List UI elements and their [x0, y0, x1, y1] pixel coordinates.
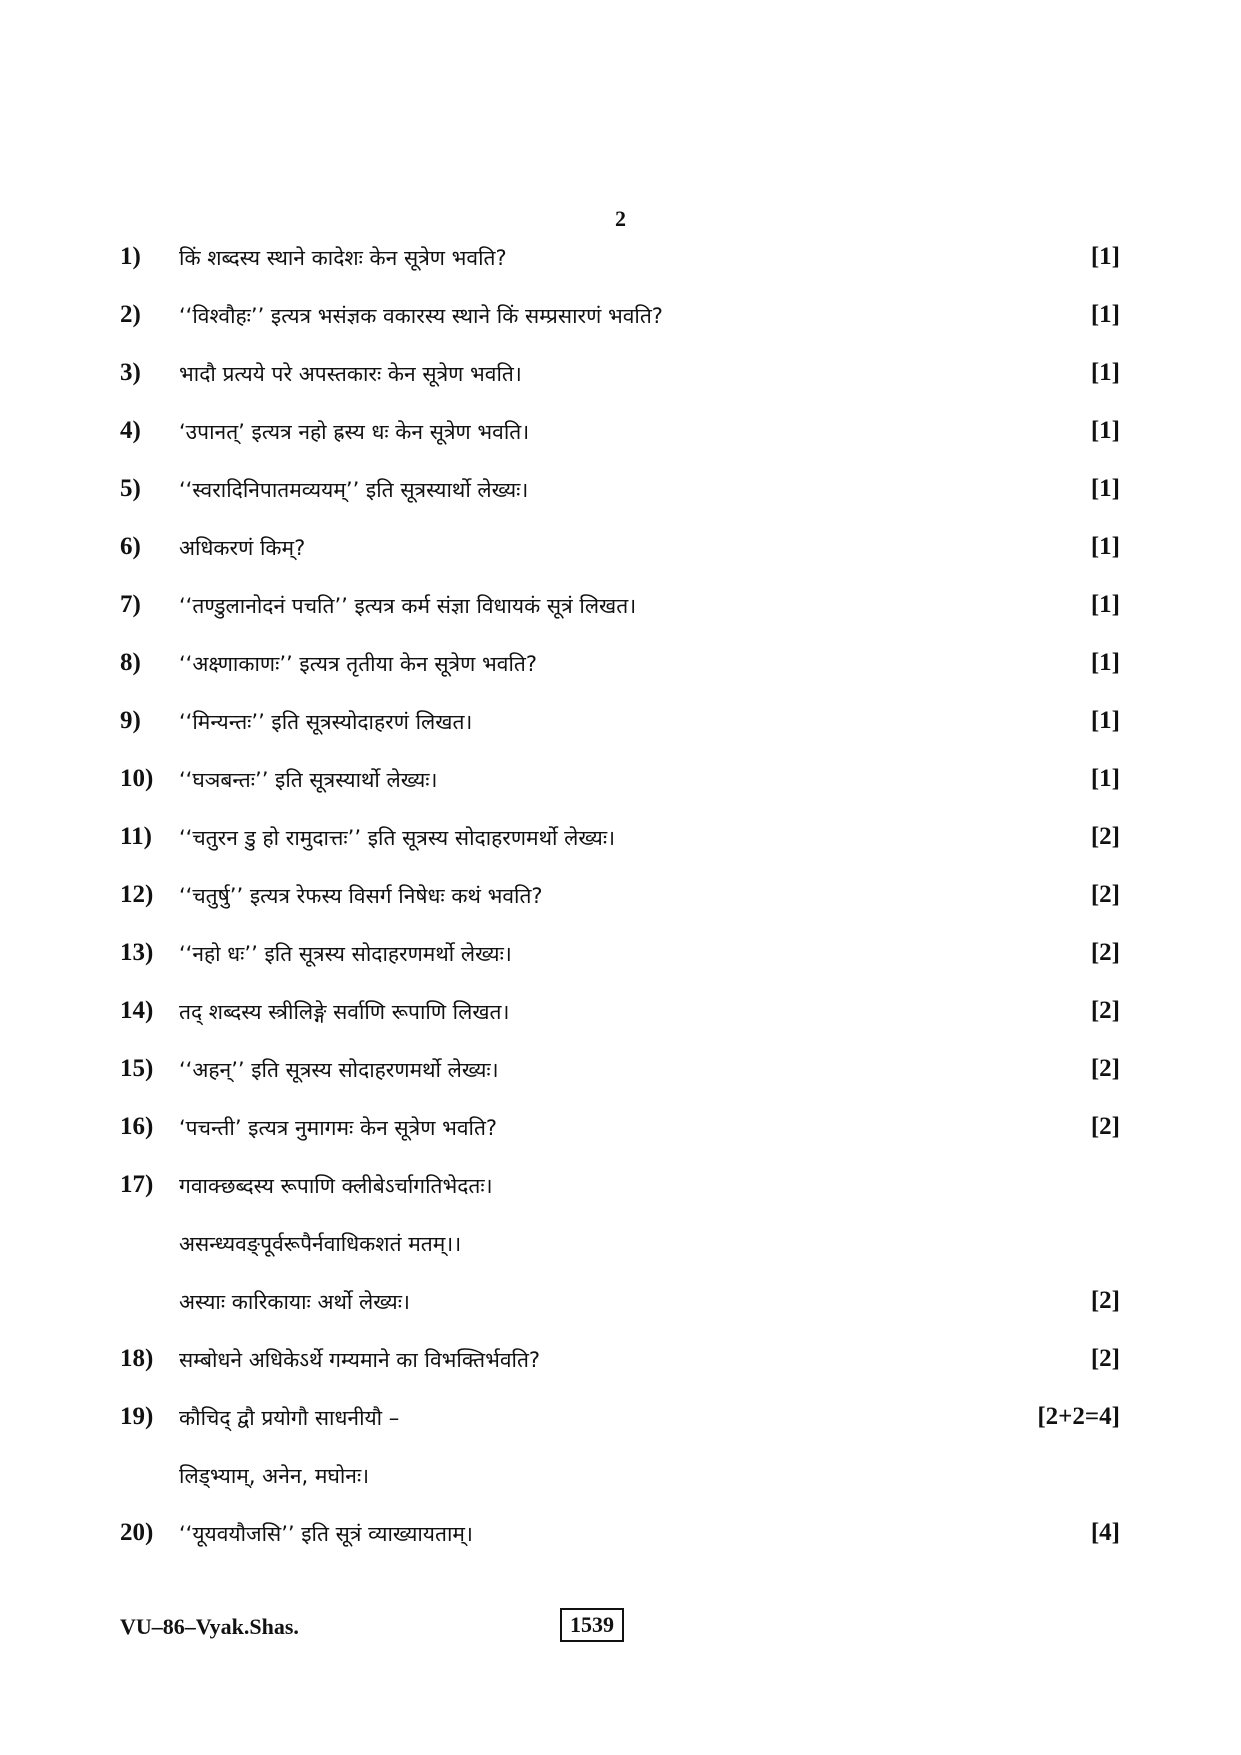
question-number: 17) — [120, 1171, 154, 1198]
question-text: सम्बोधने अधिकेऽर्थे गम्यमाने का विभक्तिर्भवति? — [179, 1348, 541, 1372]
question-number: 5) — [120, 475, 141, 502]
question-text: ‘‘तण्डुलानोदनं पचति’’ इत्यत्र कर्म संज्ञा विधायकं सूत्रं लिखत। — [179, 594, 637, 618]
question-line — [120, 291, 1120, 349]
question-number: 14) — [120, 997, 154, 1024]
question-line — [120, 1451, 1120, 1509]
question-text: गवाक्छब्दस्य रूपाणि क्लीबेऽर्चागतिभेदतः। — [179, 1174, 493, 1198]
question-line — [120, 1045, 1120, 1103]
question-list — [120, 233, 1120, 1567]
question-marks: [2] — [1090, 1055, 1120, 1082]
paper-code: VU–86–Vyak.Shas. — [120, 1614, 299, 1639]
question-number: 4) — [120, 417, 141, 444]
question-line — [120, 465, 1120, 523]
question-number: 16) — [120, 1113, 154, 1140]
question-marks: [2] — [1090, 1113, 1120, 1140]
question-marks: [1] — [1090, 475, 1120, 502]
question-marks: [4] — [1090, 1519, 1120, 1546]
question-text: ‘‘विश्वौहः’’ इत्यत्र भसंज्ञक वकारस्य स्थाने किं सम्प्रसारणं भवति? — [179, 304, 663, 328]
question-line — [120, 813, 1120, 871]
question-text: ‘‘अक्ष्णाकाणः’’ इत्यत्र तृतीया केन सूत्रेण भवति? — [179, 652, 537, 676]
question-marks: [1] — [1090, 417, 1120, 444]
question-number: 11) — [120, 823, 152, 850]
question-text: ‘‘स्वरादिनिपातमव्ययम्’’ इति सूत्रस्यार्थो लेख्यः। — [179, 478, 529, 502]
question-text: अधिकरणं किम्? — [179, 536, 306, 560]
question-text: लिड्भ्याम्, अनेन, मघोनः। — [179, 1464, 370, 1488]
question-line — [120, 1103, 1120, 1161]
question-marks: [1] — [1090, 765, 1120, 792]
question-line — [120, 407, 1120, 465]
page-number: 2 — [615, 206, 626, 231]
question-number: 9) — [120, 707, 141, 734]
question-number: 6) — [120, 533, 141, 560]
question-text: ‘‘यूयवयौजसि’’ इति सूत्रं व्याख्यायताम्। — [179, 1522, 473, 1546]
question-line — [120, 871, 1120, 929]
question-number: 1) — [120, 243, 141, 270]
question-text: किं शब्दस्य स्थाने कादेशः केन सूत्रेण भवति? — [179, 246, 507, 270]
question-line — [120, 929, 1120, 987]
question-marks: [2+2=4] — [1037, 1403, 1120, 1430]
question-text: ‘‘चतुर्षु’’ इत्यत्र रेफस्य विसर्ग निषेधः कथं भवति? — [179, 884, 543, 908]
question-line — [120, 1509, 1120, 1567]
question-line — [120, 1277, 1120, 1335]
question-number: 2) — [120, 301, 141, 328]
question-marks: [2] — [1090, 881, 1120, 908]
question-text: असन्ध्यवङ्पूर्वरूपैर्नवाधिकशतं मतम्।। — [179, 1232, 462, 1256]
question-line — [120, 581, 1120, 639]
question-text: ‘‘मिन्यन्तः’’ इति सूत्रस्योदाहरणं लिखत। — [179, 710, 473, 734]
question-number: 15) — [120, 1055, 154, 1082]
question-number: 12) — [120, 881, 154, 908]
question-line — [120, 1335, 1120, 1393]
question-number: 18) — [120, 1345, 154, 1372]
question-text: ‘‘अहन्’’ इति सूत्रस्य सोदाहरणमर्थो लेख्यः। — [179, 1058, 499, 1082]
question-line — [120, 1161, 1120, 1219]
question-text: ‘पचन्ती’ इत्यत्र नुमागमः केन सूत्रेण भवति? — [179, 1116, 498, 1140]
question-text: तद् शब्दस्य स्त्रीलिङ्गे सर्वाणि रूपाणि लिखत। — [179, 1000, 510, 1024]
question-text: भादौ प्रत्यये परे अपस्तकारः केन सूत्रेण भवति। — [179, 362, 522, 386]
question-marks: [1] — [1090, 649, 1120, 676]
question-text: ‘उपानत्’ इत्यत्र नहो ह्रस्य धः केन सूत्रेण भवति। — [179, 420, 530, 444]
question-number: 19) — [120, 1403, 154, 1430]
question-marks: [2] — [1090, 939, 1120, 966]
question-line — [120, 523, 1120, 581]
question-marks: [2] — [1090, 997, 1120, 1024]
question-marks: [1] — [1090, 707, 1120, 734]
question-marks: [2] — [1090, 823, 1120, 850]
question-number: 13) — [120, 939, 154, 966]
question-number: 3) — [120, 359, 141, 386]
question-text: ‘‘चतुरन डु हो रामुदात्तः’’ इति सूत्रस्य सोदाहरणमर्थो लेख्यः। — [179, 826, 616, 850]
question-line — [120, 755, 1120, 813]
question-marks: [1] — [1090, 359, 1120, 386]
question-marks: [2] — [1090, 1345, 1120, 1372]
question-marks: [1] — [1090, 301, 1120, 328]
question-text: ‘‘घञबन्तः’’ इति सूत्रस्यार्थो लेख्यः। — [179, 768, 438, 792]
question-number: 20) — [120, 1519, 154, 1546]
question-line — [120, 349, 1120, 407]
question-line — [120, 1393, 1120, 1451]
question-text: कौचिद् द्वौ प्रयोगौ साधनीयौ – — [179, 1406, 400, 1430]
question-text: अस्याः कारिकायाः अर्थो लेख्यः। — [179, 1290, 410, 1314]
question-line — [120, 697, 1120, 755]
question-marks: [2] — [1090, 1287, 1120, 1314]
question-number: 8) — [120, 649, 141, 676]
question-marks: [1] — [1090, 243, 1120, 270]
question-text: ‘‘नहो धः’’ इति सूत्रस्य सोदाहरणमर्थो लेख्यः। — [179, 942, 512, 966]
question-marks: [1] — [1090, 591, 1120, 618]
question-line — [120, 987, 1120, 1045]
question-number: 10) — [120, 765, 154, 792]
question-line — [120, 639, 1120, 697]
question-line — [120, 1219, 1120, 1277]
page-id-box: 1539 — [560, 1608, 624, 1642]
question-number: 7) — [120, 591, 141, 618]
question-marks: [1] — [1090, 533, 1120, 560]
question-line — [120, 233, 1120, 291]
